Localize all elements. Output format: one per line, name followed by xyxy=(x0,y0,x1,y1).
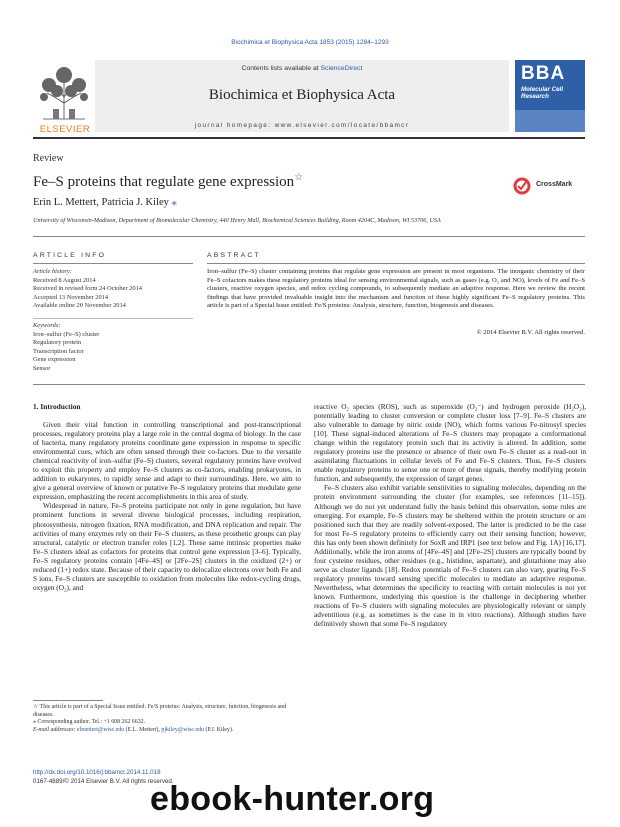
article-title: Fe–S proteins that regulate gene expression☆ xyxy=(33,172,304,190)
cover-subtitle: Molecular Cell Research xyxy=(521,86,563,100)
crossmark-label: CrossMark xyxy=(536,181,573,188)
footnote: ☆ This article is part of a Special Issue entitled: Fe/S proteins: Analysis, structure, function, biogenesis and diseases. xyxy=(33,704,287,718)
journal-citation[interactable]: Biochimica et Biophysica Acta 1853 (2015) 1284–1293 xyxy=(231,39,389,46)
email-link[interactable]: elmettert@wisc.edu xyxy=(76,726,125,733)
paragraph: Widespread in nature, Fe–S proteins participate not only in gene regulation, but have prominent functions in several diverse biological processes, including respiration, photosynthesis, nitrogen fixation, RNA modification, and DNA replication and repair. The activities of many enzymes rely on their Fe–S clusters, as these prosthetic groups can play structural, catalytic or electron transfer roles [1,2]. These same intrinsic properties make Fe–S clusters ideal as cofactors for proteins that control gene expression [3–6]. Typically, Fe–S regulatory proteins contain [4Fe–4S] or [2Fe–2S] clusters in the oxidized (2+) or reduced (1+) redox state. Because of their capacity to delocalize electrons over both Fe and S ions, Fe–S clusters are susceptible to oxidation from molecules like redox-cycling drugs, oxygen (O₂), and xyxy=(33,501,301,592)
divider xyxy=(207,263,585,264)
header-rule xyxy=(33,137,585,139)
contents-prefix: Contents lists available at xyxy=(241,65,321,72)
divider xyxy=(33,263,193,264)
footnotes xyxy=(33,704,301,734)
footnote: ⁎ Corresponding author. Tel.: +1 608 262 6632. xyxy=(33,719,146,726)
divider xyxy=(33,236,585,237)
crossmark-badge[interactable] xyxy=(513,177,587,195)
abstract-copyright: © 2014 Elsevier B.V. All rights reserved. xyxy=(476,329,585,336)
article-kind: Review xyxy=(33,153,64,164)
keyword: Transcription factor xyxy=(33,347,84,355)
body-column-left xyxy=(33,420,301,592)
body-column-right xyxy=(314,402,586,628)
footnote-rule xyxy=(33,700,103,701)
issn-line: 0167-4889/© 2014 Elsevier B.V. All rights reserved. xyxy=(33,778,174,785)
journal-homepage[interactable]: journal homepage: www.elsevier.com/locate/bbamcr xyxy=(194,122,410,129)
publisher-name: ELSEVIER xyxy=(39,124,91,135)
keywords-label: Keywords: xyxy=(33,322,61,329)
title-footnote-mark[interactable]: ☆ xyxy=(294,172,304,183)
article-info-heading: ARTICLE INFO xyxy=(33,252,107,259)
keyword: Iron–sulfur (Fe–S) cluster xyxy=(33,330,100,338)
abstract-text: Iron–sulfur (Fe–S) cluster containing proteins that regulate gene expression are present in most organisms. The inorganic chemistry of their Fe–S cofactors makes these regulatory proteins ideal for sensing environmental signals, such as gases (e.g. O₂ and NO), levels of Fe and Fe–S clusters, reactive oxygen species, and redox cycling compounds, to subsequently mediate an adaptive response. Here we review the recent findings that have provided invaluable insight into the mechanism and function of these highly significant Fe–S regulatory proteins. This article is part of a Special Issue entitled: Fe/S proteins: Analysis, structure, function, biogenesis and diseases. xyxy=(207,268,585,309)
crossmark-icon xyxy=(513,177,531,195)
affiliation: University of Wisconsin-Madison, Department of Biomolecular Chemistry, 440 Henry Mall, Biochemical Sciences Building, Room 4204C, Madison, WI 53706, USA xyxy=(33,217,441,224)
history-label: Article history: xyxy=(33,268,72,275)
cover-band xyxy=(515,110,585,132)
footnote-emails: E-mail addresses: elmettert@wisc.edu (E.L. Mettert), pjkiley@wisc.edu (P.J. Kiley). xyxy=(33,726,234,733)
divider xyxy=(33,384,585,385)
corresponding-author-mark[interactable]: ⁎ xyxy=(171,197,177,208)
paragraph: Fe–S clusters also exhibit variable sensitivities to signaling molecules, depending on the protein environment surrounding the cluster (for examples, see references [11–15]). Although we do not yet understand fully the basis behind this observation, some rules are emerging. For example, Fe–S clusters may be sheltered within the protein structure or are positioned such that they are readily solvent-exposed. The latter is predicted to be the case for most Fe–S regulatory proteins to efficiently carry out their sensing function; however, this has only been shown definitely for SoxR and IRP1 (see text below and Fig. 1A) [16,17]. Additionally, while the iron atoms of [4Fe–4S] and [2Fe–2S] clusters are typically bound by four cysteine residues, other residues (e.g., histidine, aspartate), and glutathione may also serve as cluster ligands [18]. Redox potentials of Fe–S clusters can also vary, gearing Fe–S regulatory proteins toward sensing specific molecules to mediate an adaptive response. Nevertheless, what determines the specificity to reacting with certain molecules is not yet known. Furthermore, underlying this question is the challenge in deciphering whether reactions of Fe–S clusters with signaling molecules are physiologically relevant or simply adventitious (e.g. as sometimes is the case in in vitro reactions). Although studies have definitively shown that some Fe–S regulatory xyxy=(314,483,586,629)
journal-header xyxy=(95,60,509,132)
contents-line xyxy=(95,65,509,72)
doi-link[interactable]: http://dx.doi.org/10.1016/j.bbamcr.2014.11.018 xyxy=(33,769,161,776)
article-history xyxy=(33,268,193,311)
history-item: Received 8 August 2014 xyxy=(33,276,96,284)
history-item: Available online 20 November 2014 xyxy=(33,302,126,310)
journal-cover[interactable] xyxy=(515,60,585,132)
keywords xyxy=(33,322,193,374)
paragraph: Given their vital function in controlling transcriptional and post-transcriptional processes, regulatory proteins play a large role in the central dogma of biology. In the case of bacteria, many regulatory proteins coordinate gene expression in response to specific environmental cues, which are often sensed through their co-factors. Due to the versatile chemical reactivity of iron–sulfur (Fe–S) clusters, several regulatory proteins have evolved to exploit this property and employ Fe–S clusters as co-factors, enabling prokaryotes, in addition to eukaryotes, to rapidly sense and adapt to their surroundings. Here, we aim to give a general overview of known or putative Fe–S regulatory proteins that modulate gene expression, emphasizing the recent accomplishments in this area of study. xyxy=(33,420,301,502)
divider xyxy=(33,318,193,319)
elsevier-tree-logo xyxy=(33,63,95,133)
cover-title: BBA xyxy=(521,63,566,84)
paragraph: reactive O₂ species (ROS), such as superoxide (O₂⁻) and hydrogen peroxide (H₂O₂), potentially leading to cluster conversion or complete cluster loss [7–9]. Fe–S clusters are also vulnerable to damage by nitric oxide (NO), which forms various Fe-nitrosyl species [10]. These signal-induced alterations of Fe–S clusters may propagate a conformational change within the regulatory protein such that its activity is altered. In addition, some regulatory proteins use the presence or absence of their own Fe–S cluster as a read-out in assimilating fluctuations in cellular levels of Fe and Fe–S clusters. Thus, Fe–S clusters enable regulatory proteins to sense one or more of these signals, thereby modifying protein function, and subsequently, the expression of target genes. xyxy=(314,402,586,484)
email-link[interactable]: pjkiley@wisc.edu xyxy=(161,726,204,733)
section-heading: 1. Introduction xyxy=(33,402,81,411)
keyword: Gene expression xyxy=(33,356,76,364)
sciencedirect-link[interactable]: ScienceDirect xyxy=(320,65,363,72)
journal-title: Biochimica et Biophysica Acta xyxy=(208,87,396,103)
abstract-heading: ABSTRACT xyxy=(207,252,261,259)
keyword: Regulatory protein xyxy=(33,339,82,347)
watermark: ebook-hunter.org xyxy=(150,780,435,818)
history-item: Received in revised form 24 October 2014 xyxy=(33,285,142,293)
authors: Erin L. Mettert, Patricia J. Kiley ⁎ xyxy=(33,197,177,208)
keyword: Sensor xyxy=(33,364,51,372)
history-item: Accepted 13 November 2014 xyxy=(33,293,109,301)
